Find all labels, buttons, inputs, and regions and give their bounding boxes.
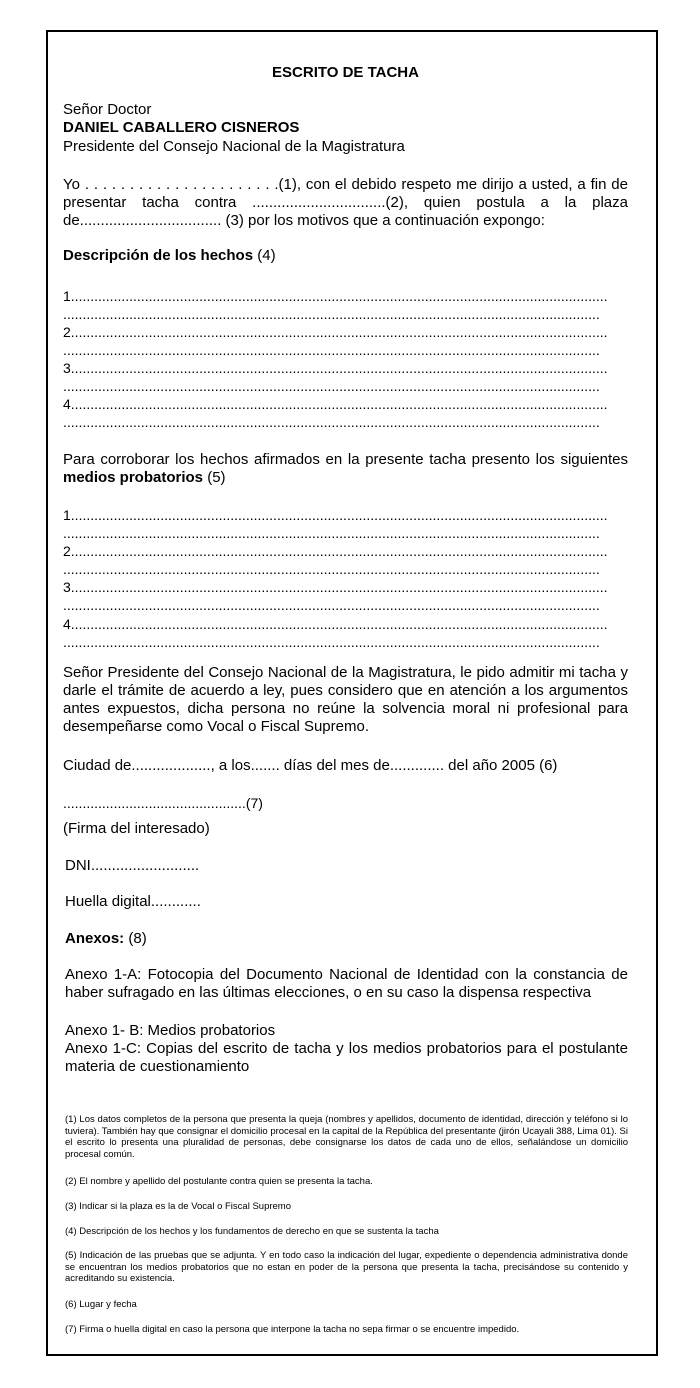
hechos-line: 2.......................................................................................................................................... (63, 324, 608, 340)
addressee-position: Presidente del Consejo Nacional de la Magistratura (63, 138, 405, 155)
footnote-3: (3) Indicar si la plaza es la de Vocal o Fiscal Supremo (65, 1201, 291, 1212)
anexos-heading (65, 930, 628, 948)
footnote-5: (5) Indicación de las pruebas que se adjunta. Y en todo caso la indicación del lugar, expediente o dependencia administrativa donde se encuentran los medios probatorios que no estan en poder de la persona que presenta la tacha, precisándose su contenido y acreditando su existencia. (65, 1250, 628, 1284)
footnote-1: (1) Los datos completos de la persona que presenta la queja (nombres y apellidos, documento de identidad, dirección y teléfono si lo tuviera). También hay que consignar el domicilio procesal en la capital de la República del presentante (jirón Ucayali 388, Lima 01). Si el escrito lo presenta una pluralidad de personas, debe consignarse los datos de cada uno de ellos, señalándose un domicilio procesal común. (65, 1114, 628, 1160)
petition-paragraph: Señor Presidente del Consejo Nacional de la Magistratura, le pido admitir mi tacha y darle el trámite de acuerdo a ley, pues considero que en atención a los argumentos antes expuestos, dicha persona no reúne la solvencia moral ni profesional para desempeñarse como Vocal o Fiscal Supremo. (63, 664, 628, 735)
signature-label: (Firma del interesado) (63, 820, 210, 837)
medios-paragraph (63, 451, 628, 487)
footnote-2: (2) El nombre y apellido del postulante contra quien se presenta la tacha. (65, 1176, 373, 1187)
hechos-heading (63, 247, 628, 265)
anexo-1a: Anexo 1-A: Fotocopia del Documento Nacional de Identidad con la constancia de haber sufragado en las últimas elecciones, o en su caso la dispensa respectiva (65, 966, 628, 1001)
hechos-heading-label: Descripción de los hechos (63, 247, 254, 264)
medios-line: .......................................................................................................................................... (63, 634, 600, 650)
hechos-ref: (4) (257, 247, 276, 264)
huella-field: Huella digital............ (65, 893, 201, 910)
hechos-line: .......................................................................................................................................... (63, 306, 600, 322)
hechos-line: 3.......................................................................................................................................... (63, 360, 608, 376)
dni-field: DNI.......................... (65, 857, 200, 874)
addressee-name: DANIEL CABALLERO CISNEROS (63, 119, 300, 136)
hechos-line: .......................................................................................................................................... (63, 414, 600, 430)
hechos-line: 1.......................................................................................................................................... (63, 288, 608, 304)
medios-line: .......................................................................................................................................... (63, 525, 600, 541)
anexos-ref: (8) (128, 930, 147, 947)
document-frame (46, 30, 658, 1356)
hechos-line: .......................................................................................................................................... (63, 378, 600, 394)
medios-ref: (5) (207, 469, 226, 486)
intro-paragraph: Yo . . . . . . . . . . . . . . . . . . . . . .(1), con el debido respeto me dirijo a usted, a fin de presentar tacha contra ................................(2), quien postula a la plaza de.................................. (3) por los motivos que a continuación expongo: (63, 176, 628, 229)
medios-text: Para corroborar los hechos afirmados en la presente tacha presento los siguientes (63, 451, 628, 468)
date-line: Ciudad de..................., a los....... días del mes de............. del año 2005 (6) (63, 757, 558, 774)
salutation: Señor Doctor (63, 101, 152, 118)
hechos-line: 4.......................................................................................................................................... (63, 396, 608, 412)
medios-bold: medios probatorios (63, 469, 204, 486)
medios-line: .......................................................................................................................................... (63, 597, 600, 613)
anexo-1b: Anexo 1- B: Medios probatorios (65, 1022, 276, 1039)
signature-line: ...............................................(7) (63, 795, 263, 811)
anexo-1c: Anexo 1-C: Copias del escrito de tacha y los medios probatorios para el postulante materia de cuestionamiento (65, 1040, 628, 1075)
footnote-4: (4) Descripción de los hechos y los fundamentos de derecho en que se sustenta la tacha (65, 1226, 439, 1237)
medios-line: 4.......................................................................................................................................... (63, 616, 608, 632)
medios-line: 1.......................................................................................................................................... (63, 507, 608, 523)
anexos-heading-label: Anexos: (65, 930, 125, 947)
hechos-line: .......................................................................................................................................... (63, 342, 600, 358)
document-title: ESCRITO DE TACHA (272, 64, 419, 81)
medios-line: 3.......................................................................................................................................... (63, 579, 608, 595)
footnote-6: (6) Lugar y fecha (65, 1299, 137, 1310)
medios-line: .......................................................................................................................................... (63, 561, 600, 577)
medios-line: 2.......................................................................................................................................... (63, 543, 608, 559)
footnote-7: (7) Firma o huella digital en caso la persona que interpone la tacha no sepa firmar o se encuentre impedido. (65, 1324, 520, 1335)
